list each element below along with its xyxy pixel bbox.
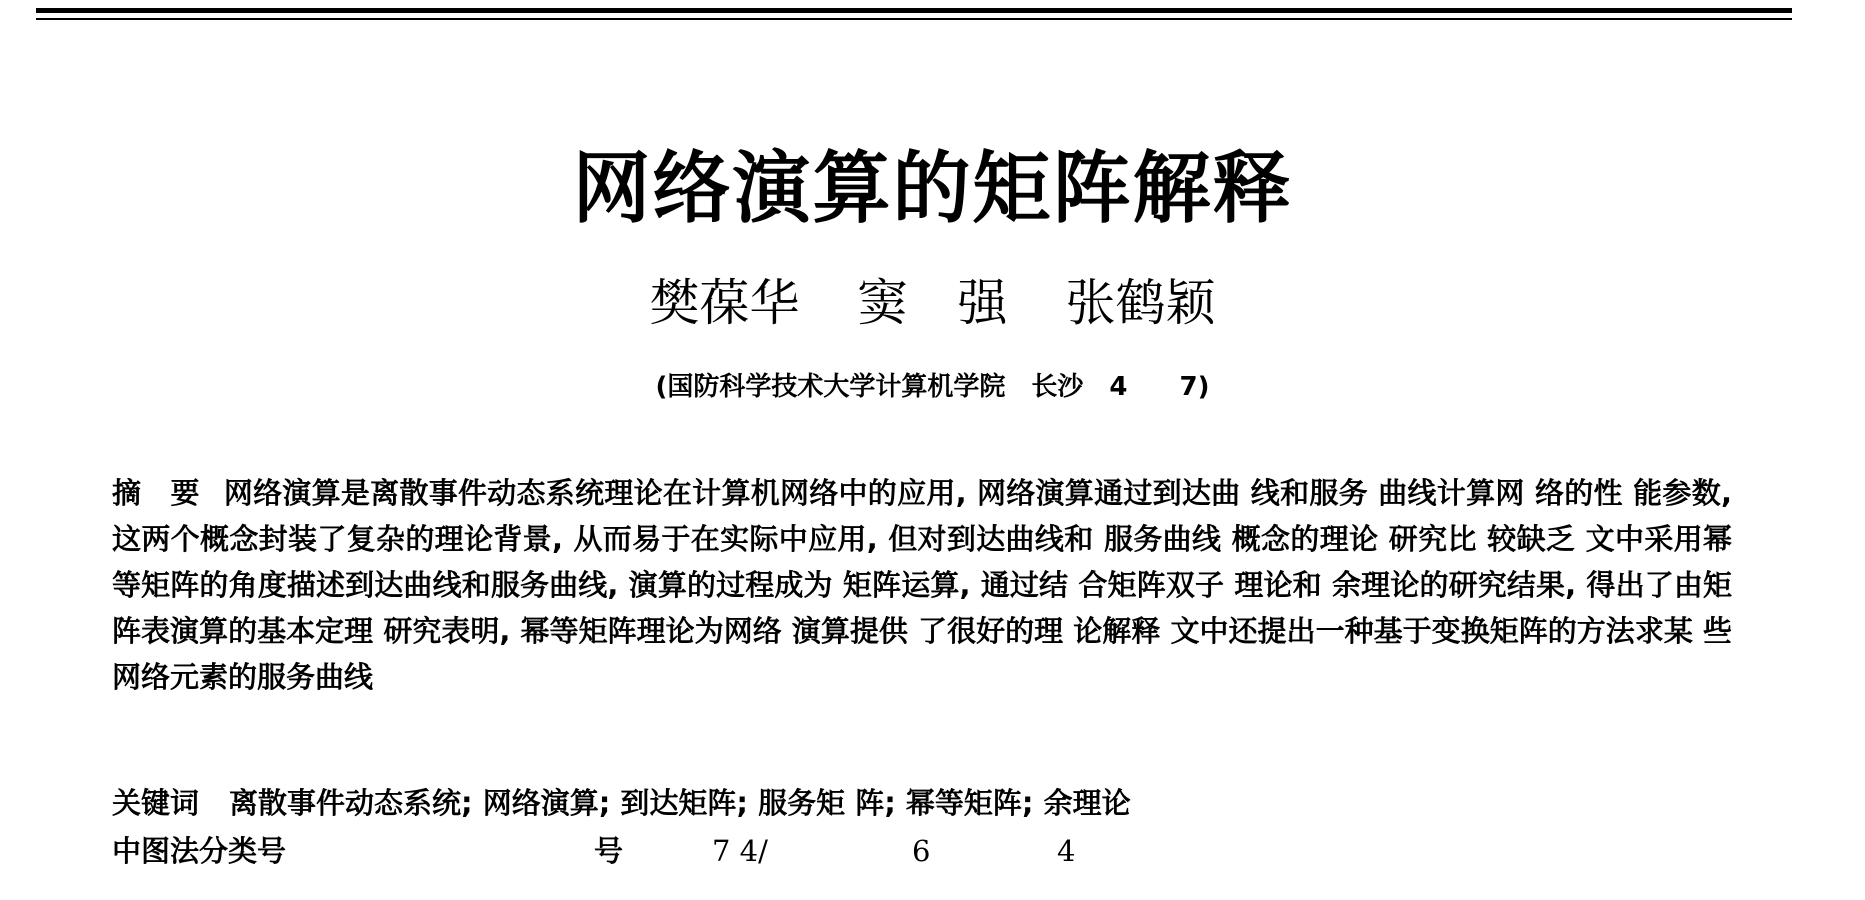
header-rule-thick — [36, 8, 1792, 13]
author-affiliation: (国防科学技术大学计算机学院 长沙 4 7) — [655, 372, 1210, 402]
classification-number — [112, 830, 1732, 872]
clc-label: 中图法分类号 — [112, 834, 287, 868]
abstract — [112, 470, 1732, 700]
clc-value: 7 4/ — [712, 834, 768, 868]
keywords — [112, 782, 1732, 824]
abstract-text: 网络演算是离散事件动态系统理论在计算机网络中的应用, 网络演算通过到达曲 线和服务 曲线计算网 络的性 能参数, 这两个概念封装了复杂的理论背景, 从而易于在实际中应用, 但对到达曲线和 服务曲线 概念的理论 研究比 较缺乏 文中采用幂等矩阵的角度描述到达曲线和服务曲线, 演算的过程成为 矩阵运算, 通过结 合矩阵双子 理论和 余理论的研究结果, 得出了由矩阵表演算的基本定理 研究表明, 幂等矩阵理论为网络 演算提供 了很好的理 论解释 文中还提出一种基于变换矩阵的方法求某 些网络元素的服务曲线 — [112, 476, 1732, 694]
author-name: 樊葆华 — [649, 274, 800, 332]
clc-value: 6 — [912, 834, 931, 868]
author-name: 窦 强 — [857, 274, 1008, 332]
keywords-label: 关键词 — [112, 786, 200, 820]
paper-title: 网络演算的矩阵解释 — [572, 144, 1293, 234]
author-list — [0, 274, 1865, 332]
author-name: 张鹤颖 — [1065, 274, 1216, 332]
header-rule-thin — [36, 18, 1792, 20]
keywords-text: 离散事件动态系统; 网络演算; 到达矩阵; 服务矩 阵; 幂等矩阵; 余理论 — [229, 786, 1131, 820]
clc-mark: 号 — [594, 834, 624, 868]
abstract-label: 摘 要 — [112, 476, 200, 510]
clc-value: 4 — [1057, 834, 1076, 868]
